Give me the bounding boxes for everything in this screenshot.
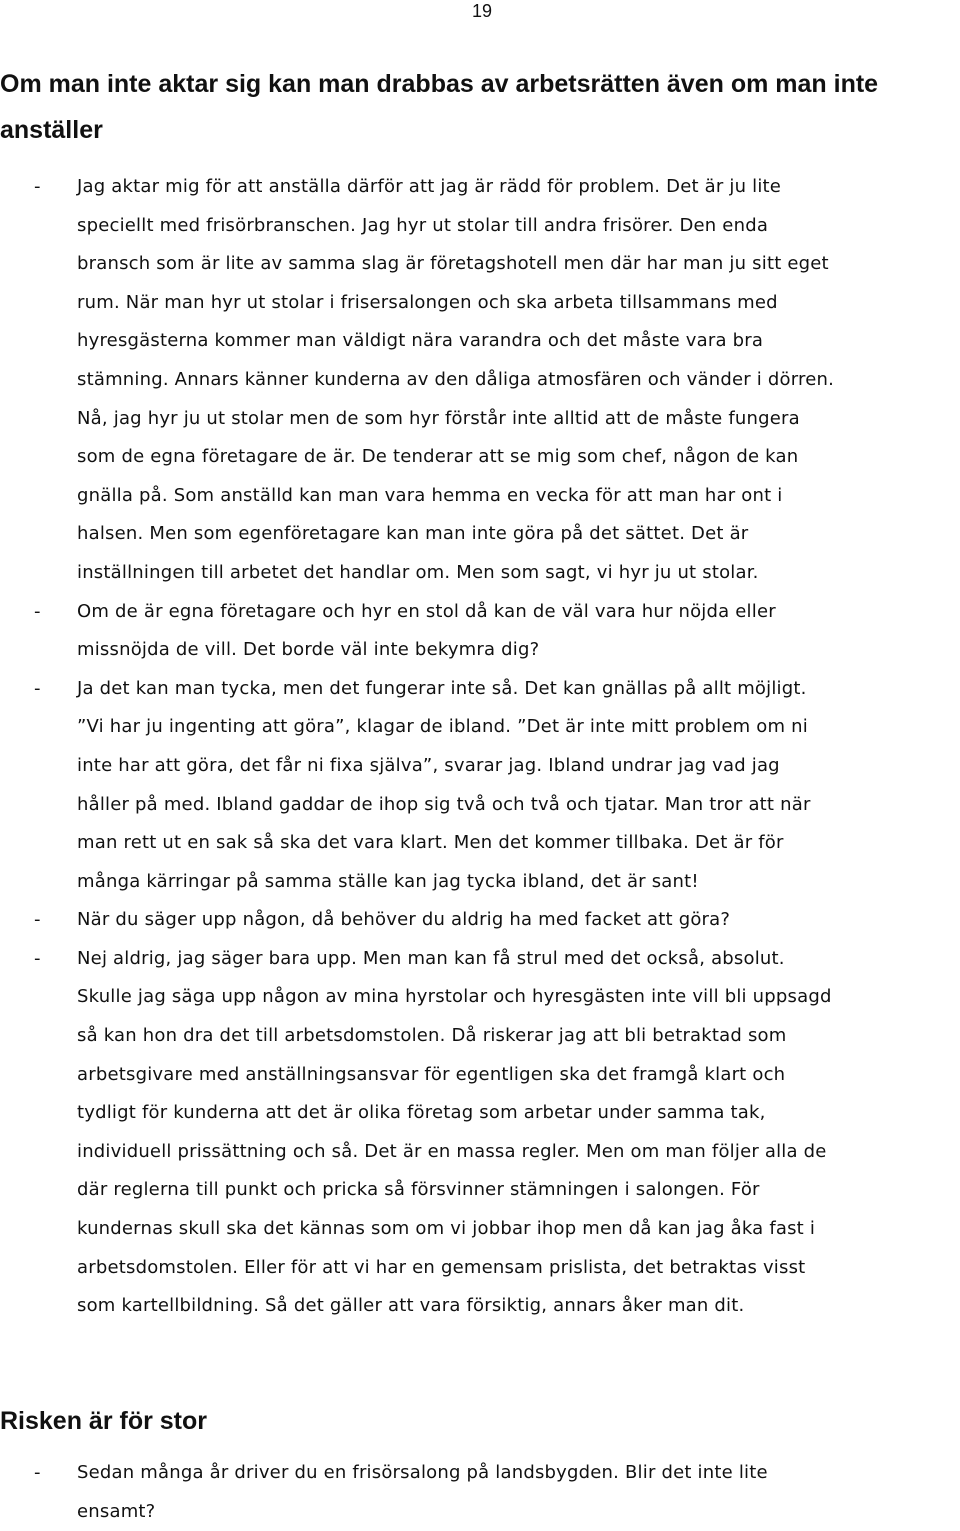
line: gnälla på. Som anställd kan man vara hemma en vecka för att man har ont i xyxy=(77,484,783,506)
dialogue-item xyxy=(0,940,960,1326)
dash-marker: - xyxy=(34,909,41,931)
dash-marker: - xyxy=(34,677,41,699)
line: arbetsgivare med anställningsansvar för egentligen ska det framgå klart och xyxy=(77,1063,786,1085)
page-number: 19 xyxy=(472,1,493,21)
line: kundernas skull ska det kännas som om vi jobbar ihop men då kan jag åka fast i xyxy=(77,1218,816,1240)
line: Nej aldrig, jag säger bara upp. Men man kan få strul med det också, absolut. xyxy=(77,947,785,969)
line: halsen. Men som egenföretagare kan man inte göra på det sättet. Det är xyxy=(77,523,749,545)
dash-marker: - xyxy=(34,947,41,969)
line: rum. När man hyr ut stolar i frisersalongen och ska arbeta tillsammans med xyxy=(77,291,778,313)
line: Ja det kan man tycka, men det fungerar inte så. Det kan gnällas på allt möjligt. xyxy=(77,677,807,699)
line: speciellt med frisörbranschen. Jag hyr ut stolar till andra frisörer. Den enda xyxy=(77,214,769,236)
line: som de egna företagare de är. De tenderar att se mig som chef, någon de kan xyxy=(77,446,799,468)
section-heading-2: Risken är för stor xyxy=(0,1407,208,1435)
line: stämning. Annars känner kunderna av den dåliga atmosfären och vänder i dörren. xyxy=(77,368,834,390)
dialogue-item xyxy=(0,168,960,593)
line: arbetsdomstolen. Eller för att vi har en gemensam prislista, det betraktas visst xyxy=(77,1256,806,1278)
line: där reglerna till punkt och pricka så försvinner stämningen i salongen. För xyxy=(77,1179,760,1201)
section-heading-1: Om man inte aktar sig kan man drabbas av arbetsrätten även om man inte anställer xyxy=(0,70,879,144)
line: Skulle jag säga upp någon av mina hyrstolar och hyresgästen inte vill bli uppsagd xyxy=(77,986,832,1008)
line: så kan hon dra det till arbetsdomstolen. Då riskerar jag att bli betraktad som xyxy=(77,1025,787,1047)
line: missnöjda de vill. Det borde väl inte bekymra dig? xyxy=(77,639,540,661)
line: individuell prissättning och så. Det är en massa regler. Men om man följer alla de xyxy=(77,1140,827,1162)
dash-marker: - xyxy=(34,176,41,197)
dash-marker: - xyxy=(34,1462,41,1483)
line: inte har att göra, det får ni fixa själva”, svarar jag. Ibland undrar jag vad jag xyxy=(77,754,780,776)
dialogue-item xyxy=(0,1454,960,1531)
line: hyresgästerna kommer man väldigt nära varandra och det måste vara bra xyxy=(77,330,764,352)
dialogue-item xyxy=(0,593,960,670)
dialogue-item xyxy=(0,670,960,902)
dialogue-item xyxy=(0,901,960,940)
line: Sedan många år driver du en frisörsalong på landsbygden. Blir det inte lite xyxy=(77,1462,768,1483)
dialogue-list-1 xyxy=(0,168,960,1326)
dash-marker: - xyxy=(34,600,41,622)
line: inställningen till arbetet det handlar om. Men som sagt, vi hyr ju ut stolar. xyxy=(77,561,759,583)
line: som kartellbildning. Så det gäller att vara försiktig, annars åker man dit. xyxy=(77,1295,745,1317)
line: bransch som är lite av samma slag är företagshotell men där har man ju sitt eget xyxy=(77,253,829,275)
line: Nå, jag hyr ju ut stolar men de som hyr förstår inte alltid att de måste fungera xyxy=(77,407,800,429)
line: många kärringar på samma ställe kan jag tycka ibland, det är sant! xyxy=(77,870,699,892)
line: håller på med. Ibland gaddar de ihop sig två och två och tjatar. Man tror att när xyxy=(77,793,811,815)
dialogue-list-2 xyxy=(0,1454,960,1531)
line: man rett ut en sak så ska det vara klart. Men det kommer tillbaka. Det är för xyxy=(77,832,784,854)
line: Om de är egna företagare och hyr en stol då kan de väl vara hur nöjda eller xyxy=(77,600,776,622)
line: ensamt? xyxy=(77,1500,156,1522)
line: ”Vi har ju ingenting att göra”, klagar de ibland. ”Det är inte mitt problem om ni xyxy=(77,716,808,738)
line: tydligt för kunderna att det är olika företag som arbetar under samma tak, xyxy=(77,1102,766,1124)
line: Jag aktar mig för att anställa därför att jag är rädd för problem. Det är ju lite xyxy=(77,176,782,197)
line: När du säger upp någon, då behöver du aldrig ha med facket att göra? xyxy=(77,909,731,931)
